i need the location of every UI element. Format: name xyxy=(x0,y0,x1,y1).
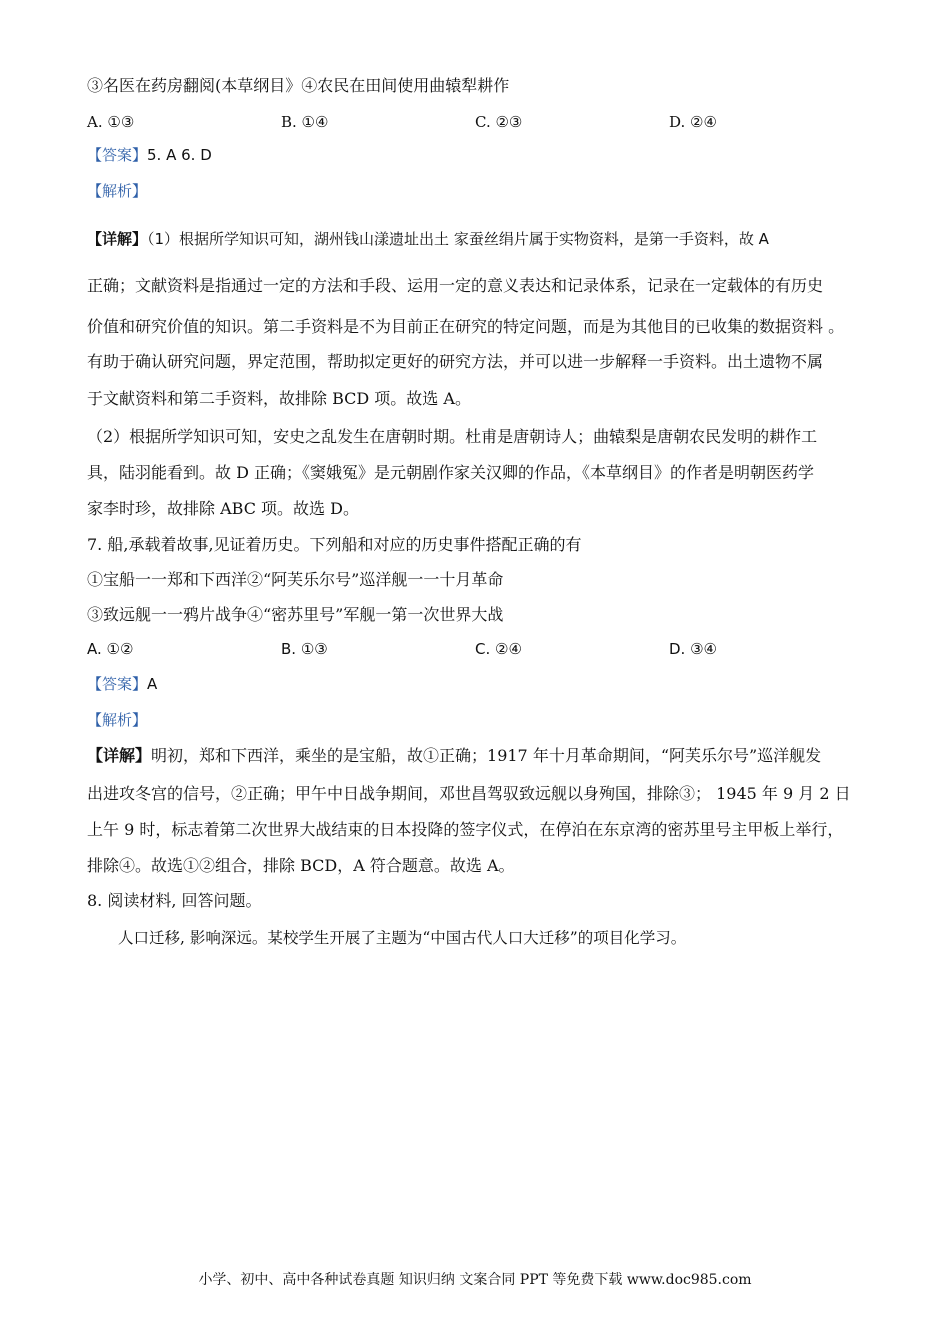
analysis-tag: 【解析】 xyxy=(87,182,148,200)
detail-line: 于文献资料和第二手资料，故排除 BCD 项。故选 A。 xyxy=(87,389,471,408)
question-7-line1: ①宝船一一郑和下西洋②“阿芙乐尔号”巡洋舰一一十月革命 xyxy=(87,570,504,589)
question-8-stem: 8. 阅读材料, 回答问题。 xyxy=(87,891,262,910)
question-stem-line: ③名医在药房翻阅(本草纲目》④农民在田间使用曲辕犁耕作 xyxy=(87,76,510,95)
option-d: D. ③④ xyxy=(669,640,717,658)
option-a: A. ①② xyxy=(87,640,134,658)
page-footer: 小学、初中、高中各种试卷真题 知识归纳 文案合同 PPT 等免费下载 www.doc985.com xyxy=(198,1272,752,1288)
question-7-line2: ③致远舰一一鸦片战争④“密苏里号”军舰一第一次世界大战 xyxy=(87,605,504,624)
answer-row xyxy=(87,674,157,694)
detail-line: 有助于确认研究问题，界定范围，帮助拟定更好的研究方法，并可以进一步解释一手资料。出土遗物不属 xyxy=(87,352,824,371)
answer-text: 5. A 6. D xyxy=(147,146,212,164)
analysis-tag: 【解析】 xyxy=(87,711,148,729)
detail-tag: 【详解】 xyxy=(87,746,152,765)
detail-line: 家李时珍，故排除 ABC 项。故选 D。 xyxy=(87,499,359,518)
detail-line: 价值和研究价值的知识。第二手资料是不为目前正在研究的特定问题，而是为其他目的已收集的数据资料 。 xyxy=(87,317,845,336)
option-b: B. ①④ xyxy=(281,113,329,131)
detail-line: 出进攻冬宫的信号，②正确；甲午中日战争期间，邓世昌驾驭致远舰以身殉国，排除③； 1945 年 9 月 2 日 xyxy=(87,784,851,803)
detail-line: （2）根据所学知识可知，安史之乱发生在唐朝时期。杜甫是唐朝诗人；曲辕梨是唐朝农民发明的耕作工 xyxy=(87,427,818,446)
option-d: D. ②④ xyxy=(669,113,717,131)
detail-line: 上午 9 时，标志着第二次世界大战结束的日本投降的签字仪式，在停泊在东京湾的密苏里号主甲板上举行， xyxy=(87,820,844,839)
detail-line: 排除④。故选①②组合，排除 BCD，A 符合题意。故选 A。 xyxy=(87,856,515,875)
question-8-material: 人口迁移, 影响深远。某校学生开展了主题为“中国古代人口大迁移”的项目化学习。 xyxy=(118,929,687,947)
detail-line: 【详解】明初，郑和下西洋，乘坐的是宝船，故①正确；1917 年十月革命期间，“阿芙乐尔号”巡洋舰发 xyxy=(87,746,822,765)
option-a: A. ①③ xyxy=(87,113,135,131)
answer-row xyxy=(87,145,212,165)
option-c: C. ②④ xyxy=(475,640,522,658)
question-7-stem: 7. 船,承载着故事,见证着历史。下列船和对应的历史事件搭配正确的有 xyxy=(87,535,582,554)
detail-line: 【详解】（1）根据所学知识可知，湖州钱山漾遗址出土 家蚕丝绢片属于实物资料，是第一手资料，故 A xyxy=(87,230,769,248)
answer-tag: 【答案】 xyxy=(87,146,148,164)
answer-tag: 【答案】 xyxy=(87,675,148,693)
detail-line: 正确；文献资料是指通过一定的方法和手段、运用一定的意义表达和记录体系，记录在一定载体的有历史 xyxy=(87,276,824,295)
detail-line: 具，陆羽能看到。故 D 正确；《窦娥冤》是元朝剧作家关汉卿的作品，《本草纲目》的作者是明朝医药学 xyxy=(87,463,815,482)
answer-text: A xyxy=(147,675,158,693)
detail-tag: 【详解】 xyxy=(87,230,148,248)
option-c: C. ②③ xyxy=(475,113,523,131)
option-b: B. ①③ xyxy=(281,640,328,658)
